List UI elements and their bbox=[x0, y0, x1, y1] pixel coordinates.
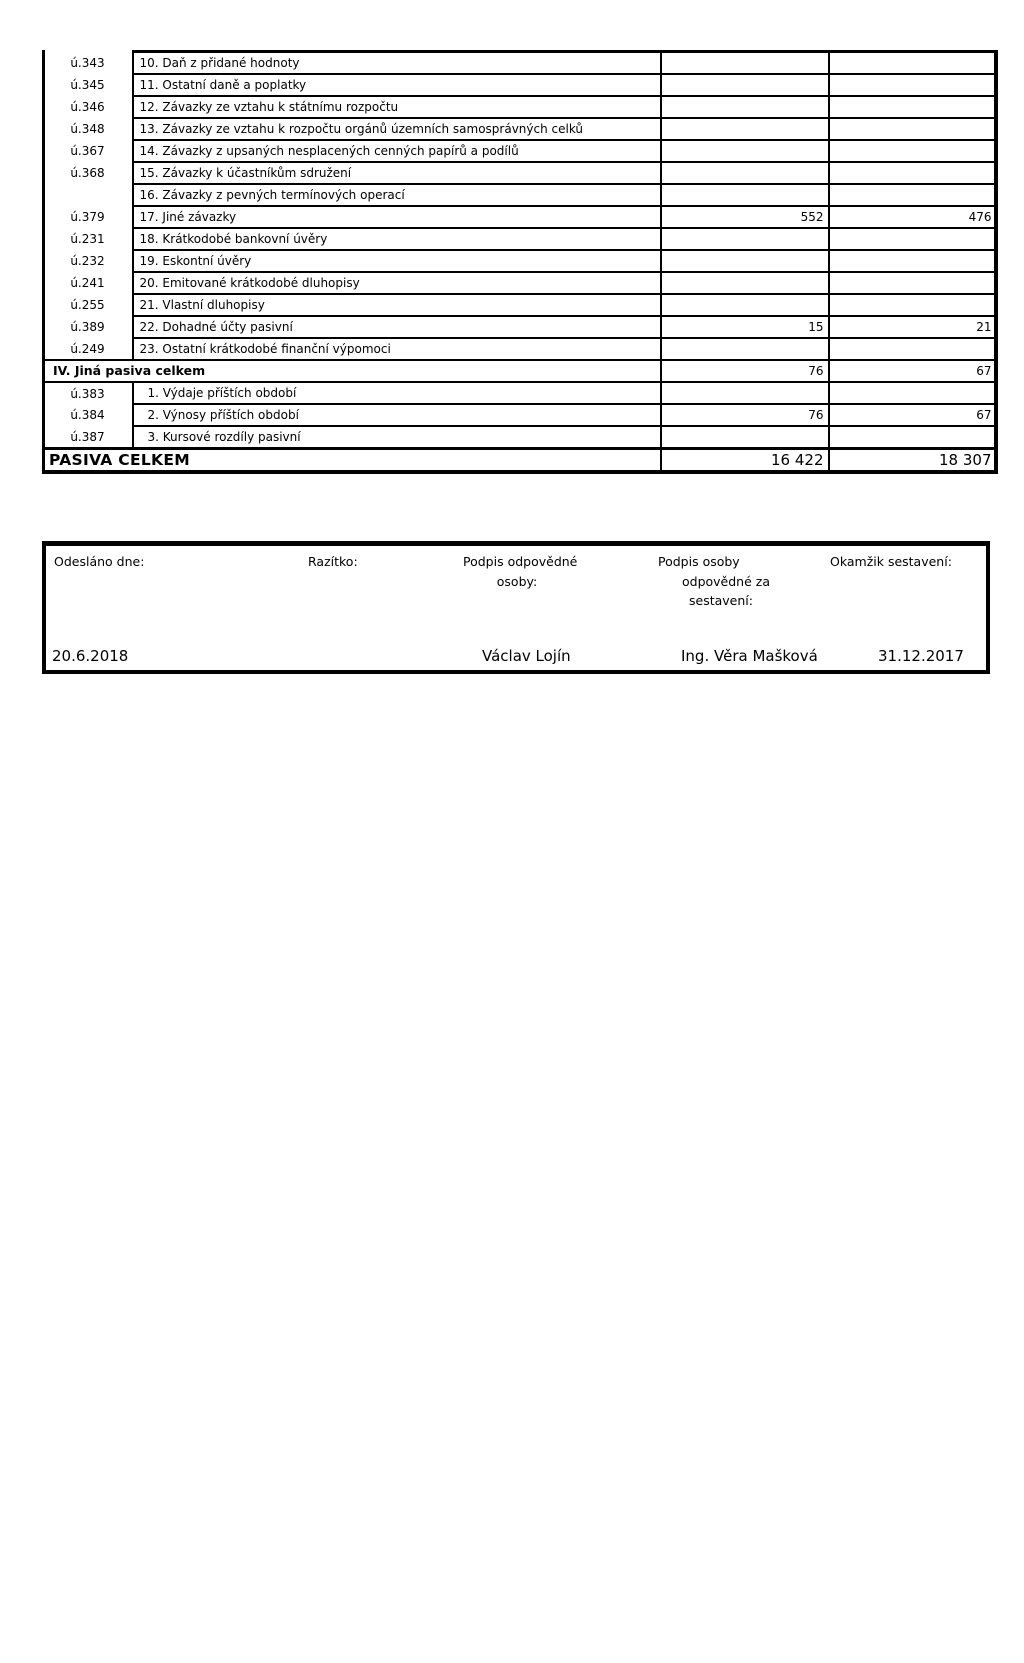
section-label: IV. Jiná pasiva celkem bbox=[44, 360, 661, 382]
account-code: ú.368 bbox=[70, 166, 105, 180]
previous-period-value bbox=[829, 184, 996, 206]
previous-period-value bbox=[829, 250, 996, 272]
previous-period-value bbox=[829, 272, 996, 294]
row-label: 15. Závazky k účastníkům sdružení bbox=[133, 162, 661, 184]
row-label: 13. Závazky ze vztahu k rozpočtu orgánů územních samosprávných celků bbox=[133, 118, 661, 140]
table-row bbox=[44, 184, 996, 206]
current-period-value bbox=[661, 162, 829, 184]
previous-period-value bbox=[829, 338, 996, 360]
compiler-label-line3: sestavení: bbox=[689, 593, 753, 608]
table-row bbox=[44, 206, 996, 228]
table-row bbox=[44, 162, 996, 184]
compiler-label-line1: Podpis osoby bbox=[658, 554, 740, 569]
row-label: 22. Dohadné účty pasivní bbox=[133, 316, 661, 338]
current-period-value bbox=[661, 272, 829, 294]
stamp-label: Razítko: bbox=[308, 554, 358, 569]
compiler-label-line2: odpovědné za bbox=[682, 574, 770, 589]
row-label: 23. Ostatní krátkodobé finanční výpomoci bbox=[133, 338, 661, 360]
row-label: 18. Krátkodobé bankovní úvěry bbox=[133, 228, 661, 250]
previous-period-value bbox=[829, 96, 996, 118]
account-code: ú.343 bbox=[70, 55, 105, 70]
compiler-value: Ing. Věra Mašková bbox=[681, 647, 818, 665]
table-row bbox=[44, 52, 996, 75]
previous-period-value bbox=[829, 118, 996, 140]
account-code: ú.232 bbox=[70, 254, 105, 268]
previous-period-value: 21 bbox=[829, 316, 996, 338]
row-label: 14. Závazky z upsaných nesplacených cenných papírů a podílů bbox=[133, 140, 661, 162]
account-code: ú.367 bbox=[70, 144, 105, 158]
row-label: 1. Výdaje příštích období bbox=[133, 382, 661, 404]
section-previous-value: 67 bbox=[829, 360, 996, 382]
current-period-value bbox=[661, 426, 829, 449]
previous-period-value bbox=[829, 426, 996, 449]
current-period-value bbox=[661, 294, 829, 316]
compilation-moment-value: 31.12.2017 bbox=[878, 647, 964, 665]
current-period-value bbox=[661, 74, 829, 96]
table-row bbox=[44, 404, 996, 426]
account-code: ú.384 bbox=[70, 408, 105, 422]
row-label: 2. Výnosy příštích období bbox=[133, 404, 661, 426]
current-period-value bbox=[661, 228, 829, 250]
row-label: 21. Vlastní dluhopisy bbox=[133, 294, 661, 316]
account-code: ú.231 bbox=[70, 232, 105, 246]
account-code bbox=[44, 184, 133, 206]
account-code: ú.348 bbox=[70, 122, 105, 136]
account-code: ú.346 bbox=[70, 100, 105, 114]
row-label: 11. Ostatní daně a poplatky bbox=[133, 74, 661, 96]
current-period-value bbox=[661, 96, 829, 118]
table-row bbox=[44, 272, 996, 294]
responsible-person-label-line1: Podpis odpovědné bbox=[463, 554, 578, 569]
liabilities-table bbox=[42, 50, 998, 474]
account-code: ú.383 bbox=[70, 386, 105, 401]
previous-period-value bbox=[829, 294, 996, 316]
row-label: 17. Jiné závazky bbox=[133, 206, 661, 228]
table-row bbox=[44, 250, 996, 272]
table-row bbox=[44, 140, 996, 162]
previous-period-value bbox=[829, 52, 996, 75]
table-row bbox=[44, 294, 996, 316]
total-label: PASIVA CELKEM bbox=[44, 449, 661, 473]
previous-period-value bbox=[829, 140, 996, 162]
total-current-value: 16 422 bbox=[661, 449, 829, 473]
current-period-value: 552 bbox=[661, 206, 829, 228]
previous-period-value: 67 bbox=[829, 404, 996, 426]
account-code: ú.241 bbox=[70, 276, 105, 290]
table-row bbox=[44, 382, 996, 404]
row-label: 3. Kursové rozdíly pasivní bbox=[133, 426, 661, 449]
responsible-person-value: Václav Lojín bbox=[482, 647, 571, 665]
table-row bbox=[44, 338, 996, 360]
row-label: 10. Daň z přidané hodnoty bbox=[133, 52, 661, 75]
section-row bbox=[44, 360, 996, 382]
current-period-value bbox=[661, 338, 829, 360]
account-code: ú.249 bbox=[70, 341, 105, 356]
row-label: 20. Emitované krátkodobé dluhopisy bbox=[133, 272, 661, 294]
current-period-value bbox=[661, 140, 829, 162]
table-row bbox=[44, 96, 996, 118]
account-code: ú.255 bbox=[70, 298, 105, 312]
account-code: ú.389 bbox=[70, 320, 105, 334]
table-row bbox=[44, 426, 996, 449]
previous-period-value bbox=[829, 74, 996, 96]
current-period-value bbox=[661, 250, 829, 272]
account-code: ú.379 bbox=[70, 210, 105, 224]
liabilities-rows bbox=[44, 52, 996, 473]
responsible-person-label-line2: osoby: bbox=[496, 574, 538, 589]
table-row bbox=[44, 228, 996, 250]
row-label: 16. Závazky z pevných termínových operací bbox=[133, 184, 661, 206]
previous-period-value bbox=[829, 228, 996, 250]
current-period-value bbox=[661, 382, 829, 404]
current-period-value: 76 bbox=[661, 404, 829, 426]
total-previous-value: 18 307 bbox=[829, 449, 996, 473]
account-code: ú.345 bbox=[70, 78, 105, 92]
signature-box bbox=[42, 541, 990, 674]
table-row bbox=[44, 316, 996, 338]
sent-date-value: 20.6.2018 bbox=[52, 647, 129, 665]
previous-period-value: 476 bbox=[829, 206, 996, 228]
compilation-moment-label: Okamžik sestavení: bbox=[830, 554, 952, 569]
table-row bbox=[44, 118, 996, 140]
sent-date-label: Odesláno dne: bbox=[54, 554, 145, 569]
current-period-value bbox=[661, 52, 829, 75]
section-current-value: 76 bbox=[661, 360, 829, 382]
total-row bbox=[44, 449, 996, 473]
current-period-value bbox=[661, 184, 829, 206]
row-label: 12. Závazky ze vztahu k státnímu rozpočtu bbox=[133, 96, 661, 118]
current-period-value bbox=[661, 118, 829, 140]
current-period-value: 15 bbox=[661, 316, 829, 338]
previous-period-value bbox=[829, 162, 996, 184]
previous-period-value bbox=[829, 382, 996, 404]
row-label: 19. Eskontní úvěry bbox=[133, 250, 661, 272]
table-row bbox=[44, 74, 996, 96]
account-code: ú.387 bbox=[70, 429, 105, 444]
